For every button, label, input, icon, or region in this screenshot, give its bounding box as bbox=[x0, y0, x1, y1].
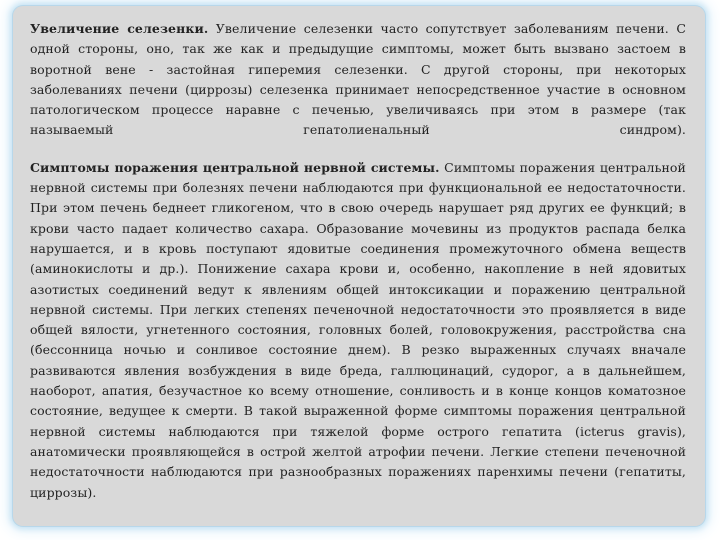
cns-symptoms-paragraph bbox=[30, 158, 686, 503]
paragraph-body: Увеличение селезенки часто сопутствует заболеваниям печени. С одной стороны, оно, так же как и предыдущие симптомы, может быть вызвано застоем в воротной вене - застойная гиперемия селезенки. С другой стороны, при некоторых заболеваниях печени (циррозы) селезенка принимает непосредственное участие в основном патологическом процессе наравне с печенью, увеличиваясь при этом в размере (так называемый гепатолиенальный синдром). bbox=[30, 21, 686, 138]
spleen-enlargement-paragraph bbox=[30, 19, 686, 141]
text-slide bbox=[13, 6, 705, 526]
paragraph-heading: Увеличение селезенки. bbox=[30, 21, 209, 36]
paragraph-body: Симптомы поражения центральной нервной системы при болезнях печени наблюдаются при функциональной ее недостаточности. При этом печень беднеет гликогеном, что в свою очередь нарушает ряд других ее функций; в крови часто падает количество сахара. Образование мочевины из продуктов распада белка нарушается, и в кровь поступают ядовитые соединения промежуточного обмена веществ (аминокислоты и др.). Понижение сахара крови и, особенно, накопление в ней ядовитых азотистых соединений ведут к явлениям общей интоксикации и поражению центральной нервной системы. При легких степенях печеночной недостаточности это проявляется в виде общей вялости, угнетенного состояния, головных болей, головокружения, расстройства сна (бессонница ночью и сонливое состояние днем). В резко выраженных случаях вначале развиваются явления возбуждения в виде бреда, галлюцинаций, судорог, а в дальнейшем, наоборот, апатия, безучастное ко всему отношение, сонливость и в конце концов коматозное состояние, ведущее к смерти. В такой выраженной форме симптомы поражения центральной нервной системы наблюдаются при тяжелой форме острого гепатита (icterus gravis), анатомически проявляющейся в острой желтой атрофии печени. Легкие степени печеночной недостаточности наблюдаются при разнообразных поражениях паренхимы печени (гепатиты, циррозы). bbox=[30, 159, 686, 500]
paragraph-heading: Симптомы поражения центральной нервной системы. bbox=[30, 159, 440, 175]
